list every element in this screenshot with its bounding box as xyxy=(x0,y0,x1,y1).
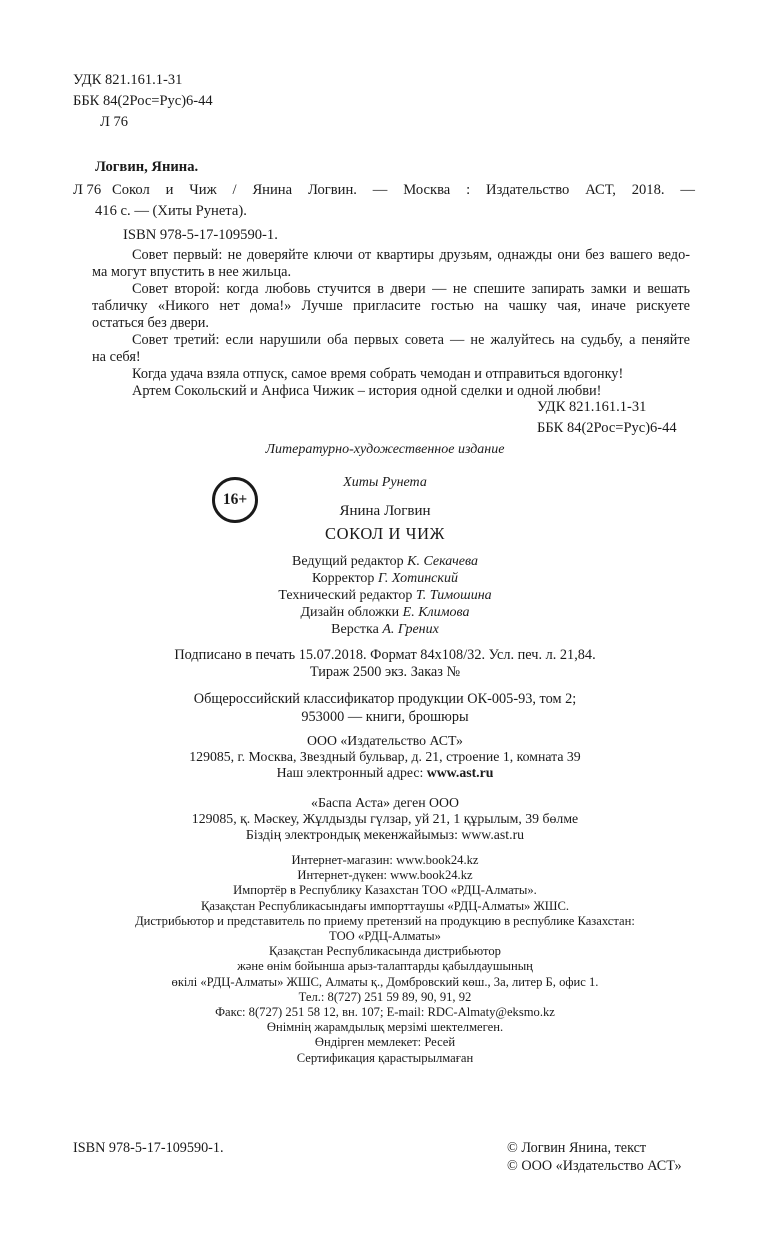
credit-line xyxy=(73,604,697,621)
annotation-line: Артем Сокольский и Анфиса Чижик – история одной сделки и одной любви! xyxy=(132,383,602,399)
distribution-line: Тел.: 8(727) 251 59 89, 90, 91, 92 xyxy=(298,989,472,1004)
distribution-line: Факс: 8(727) 251 58 12, вн. 107; E-mail: RDC-Almaty@eksmo.kz xyxy=(215,1005,555,1020)
distribution-line: Өндірген мемлекет: Ресей xyxy=(314,1035,456,1050)
credit-name: Г. Хотинский xyxy=(377,571,458,586)
biblio-record-line2: 416 с. — (Хиты Рунета). xyxy=(95,203,247,219)
annotation-line: Когда удача взяла отпуск, самое время собрать чемодан и отправиться вдогонку! xyxy=(132,366,624,382)
copyright-author: © Логвин Янина, текст xyxy=(507,1140,647,1156)
annotation-block xyxy=(92,247,690,400)
print-info-block xyxy=(73,647,697,681)
distribution-line: Сертификация қарастырылмаған xyxy=(296,1050,474,1065)
annotation-line: табличку «Никого нет дома!» Лучше пригласите гостью на чашку чая, иначе рискуете xyxy=(92,298,690,314)
credit-line xyxy=(73,570,697,587)
annotation-line: остаться без двери. xyxy=(92,315,209,331)
biblio-author-heading: Логвин, Янина. xyxy=(95,159,199,175)
series-title: Хиты Рунета xyxy=(343,475,427,490)
credit-line xyxy=(73,621,697,638)
annotation-line: на себя! xyxy=(92,349,141,365)
udk-code: УДК 821.161.1-31 xyxy=(73,72,183,88)
distribution-line: Импортёр в Республику Казахстан ТОО «РДЦ-Алматы». xyxy=(233,883,537,898)
distribution-line: Қазақстан Республикасындағы импорттаушы «РДЦ-Алматы» ЖШС. xyxy=(200,898,570,913)
credit-role: Ведущий редактор xyxy=(291,554,408,569)
distribution-line: өкілі «РДЦ-Алматы» ЖШС, Алматы қ., Домбровский көш., 3а, литер Б, офис 1. xyxy=(171,974,599,989)
publisher-ru-address: 129085, г. Москва, Звездный бульвар, д. 21, строение 1, комната 39 xyxy=(189,749,581,764)
publisher-kz-name: «Баспа Аста» деген ООО xyxy=(311,795,459,810)
distribution-line: ТОО «РДЦ-Алматы» xyxy=(329,929,441,944)
edition-note: Литературно-художественное издание xyxy=(265,442,505,457)
biblio-record-line1: Сокол и Чиж / Янина Логвин. — Москва : Издательство АСТ, 2018. — xyxy=(112,182,695,198)
credit-name: Т. Тимошина xyxy=(415,588,492,603)
udk-code-right: УДК 821.161.1-31 xyxy=(537,399,647,415)
credit-name: А. Грених xyxy=(382,622,439,637)
publisher-ru-email-label: Наш электронный адрес: xyxy=(276,765,427,780)
copyright-publisher: © ООО «Издательство АСТ» xyxy=(507,1157,682,1174)
biblio-isbn: ISBN 978-5-17-109590-1. xyxy=(123,227,278,243)
distribution-line: Қазақстан Республикасында дистрибьютор xyxy=(269,944,501,959)
publisher-kz-email-line: Біздің электрондық мекенжайымыз: www.ast.ru xyxy=(245,827,525,842)
publisher-ru-email-line xyxy=(73,765,697,781)
author-name: Янина Логвин xyxy=(339,503,431,519)
credit-line xyxy=(73,553,697,570)
top-codes-block xyxy=(73,70,213,133)
distribution-block xyxy=(40,853,730,1066)
credit-name: К. Секачева xyxy=(407,554,478,569)
distribution-line: Өнімнің жарамдылық мерзімі шектелмеген. xyxy=(266,1020,504,1035)
publisher-ru-block xyxy=(73,733,697,781)
print-info-line: Тираж 2500 экз. Заказ № xyxy=(309,664,461,680)
publisher-kz-address: 129085, қ. Мәскеу, Жұлдызды гүлзар, уй 21, 1 құрылым, 39 бөлме xyxy=(191,811,579,826)
credits-block xyxy=(73,553,697,638)
credit-name: Е. Климова xyxy=(402,605,470,620)
age-rating-badge: 16+ xyxy=(212,477,258,523)
credit-role: Корректор xyxy=(312,571,378,586)
codes-right-block xyxy=(537,397,677,439)
credit-role: Технический редактор xyxy=(278,588,416,603)
classifier-line: 953000 — книги, брошюры xyxy=(301,708,469,725)
annotation-line: Совет первый: не доверяйте ключи от квартиры друзьям, однажды они без вашего ведо- xyxy=(132,247,690,263)
bbk-code-right: ББК 84(2Рос=Рус)6-44 xyxy=(537,420,677,436)
distribution-line: Интернет-магазин: www.book24.kz xyxy=(291,853,479,867)
book-title: СОКОЛ И ЧИЖ xyxy=(325,524,445,543)
distribution-line: Дистрибьютор и представитель по приему претензий на продукцию в республике Казахстан: xyxy=(135,913,635,928)
classifier-block xyxy=(73,691,697,726)
annotation-line: ма могут впустить в нее жильца. xyxy=(92,264,292,280)
annotation-line: Совет второй: когда любовь стучится в двери — не спешите запирать замки и вешать xyxy=(132,281,690,297)
bbk-code: ББК 84(2Рос=Рус)6-44 xyxy=(73,93,213,109)
credit-role: Дизайн обложки xyxy=(300,605,403,620)
biblio-record xyxy=(95,180,695,222)
annotation-line: Совет третий: если нарушили оба первых совета — не жалуйтесь на судьбу, а пеняйте xyxy=(132,332,690,348)
author-sign-code: Л 76 xyxy=(100,114,128,130)
print-info-line: Подписано в печать 15.07.2018. Формат 84х108/32. Усл. печ. л. 21,84. xyxy=(174,647,596,663)
credit-line xyxy=(73,587,697,604)
distribution-line: және өнім бойынша арыз-талаптарды қабылдаушының xyxy=(237,959,533,974)
publisher-ru-email: www.ast.ru xyxy=(426,765,494,780)
classifier-line: Общероссийский классификатор продукции ОК-005-93, том 2; xyxy=(193,691,577,707)
distribution-line: Интернет-дүкен: www.book24.kz xyxy=(297,868,473,883)
publisher-kz-block xyxy=(73,795,697,843)
credit-role: Верстка xyxy=(331,622,383,637)
biblio-code: Л 76 xyxy=(73,182,102,198)
copyright-block xyxy=(507,1140,682,1175)
footer-isbn: ISBN 978-5-17-109590-1. xyxy=(73,1140,224,1156)
publisher-ru-name: ООО «Издательство АСТ» xyxy=(307,733,463,748)
